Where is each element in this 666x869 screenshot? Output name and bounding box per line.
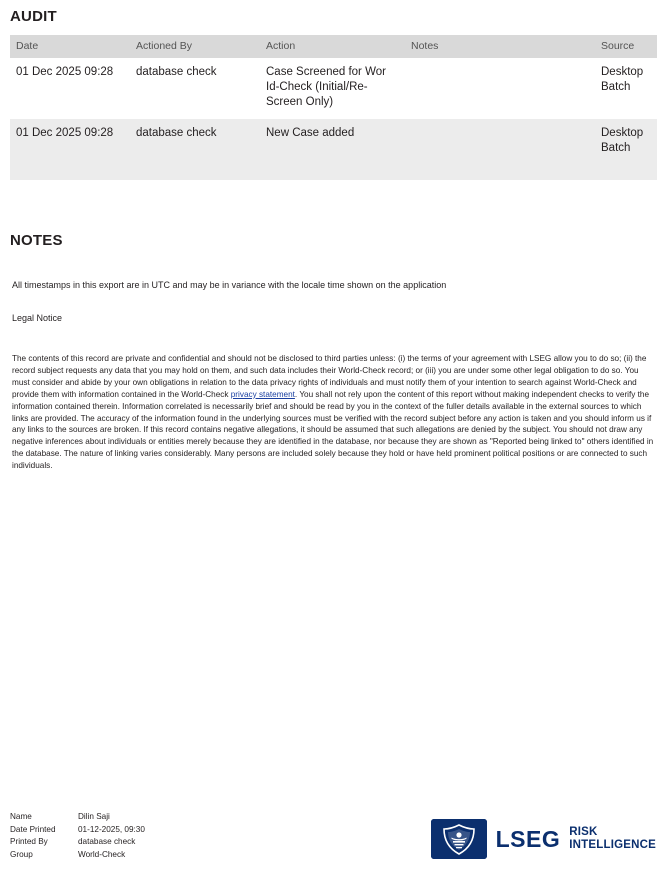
footer-label-printed-by: Printed By (10, 837, 48, 847)
footer-label-date-printed: Date Printed (10, 824, 56, 834)
footer-value-date-printed: 01-12-2025, 09:30 (78, 824, 145, 834)
footer-value-name: Dilin Saji (78, 812, 110, 822)
cell-actioned-by: database check (130, 119, 260, 164)
utc-note: All timestamps in this export are in UTC and may be in variance with the locale time shown on the application (12, 279, 447, 290)
column-header-actioned-by: Actioned By (130, 35, 260, 58)
audit-table-body (10, 58, 657, 180)
audit-section-title: AUDIT (10, 8, 57, 25)
cell-date: 01 Dec 2025 09:28 (10, 58, 130, 119)
cell-source: Desktop Batch (595, 119, 657, 164)
cell-notes (405, 119, 595, 164)
footer-label-name: Name (10, 812, 32, 822)
column-header-notes: Notes (405, 35, 595, 58)
lseg-tagline-line2: INTELLIGENCE (569, 838, 656, 851)
footer-label-group: Group (10, 849, 33, 859)
document-footer (10, 811, 656, 861)
lseg-tagline-line1: RISK (569, 825, 598, 838)
lseg-wordmark: LSEG (495, 825, 561, 852)
footer-value-group: World-Check (78, 849, 126, 859)
audit-table-header (10, 35, 657, 58)
audit-table (10, 35, 657, 180)
cell-action: New Case added (260, 119, 405, 164)
disclaimer-text (10, 333, 656, 472)
lseg-tagline (569, 826, 656, 853)
privacy-statement-link[interactable]: privacy statement (230, 389, 295, 399)
cell-action: Case Screened for Wor Id-Check (Initial/Re-Screen Only) (260, 58, 405, 119)
lseg-logo (431, 819, 656, 861)
cell-source: Desktop Batch (595, 58, 657, 119)
column-header-source: Source (595, 35, 657, 58)
notes-section-title: NOTES (10, 231, 63, 249)
cell-actioned-by: database check (130, 58, 260, 119)
footer-metadata (10, 811, 145, 861)
cell-date: 01 Dec 2025 09:28 (10, 119, 130, 164)
cell-notes (405, 58, 595, 119)
legal-notice-label: Legal Notice (12, 312, 63, 323)
spacer-cell (10, 164, 657, 180)
footer-field-date-printed (10, 824, 145, 836)
footer-field-group (10, 849, 145, 861)
crest-icon (431, 819, 487, 859)
footer-field-name (10, 811, 145, 823)
disclaimer-part-two: . You shall not rely upon the content of this report without making independent checks to verify the information contained therein. Information correlated is necessarily brief and should be read by you in the context of the fuller details available in the external sources to which links are provided. The accuracy of the information found in the underlying sources must be verified with the record subject before any action is taken and you should inform us if any links to the sources are broken. If this record contains negative allegations, it should be assumed that such allegations are denied by the subject. You should not draw any negative inferences about individuals or entities merely because they are identified in the database, nor because they are shown as "Reported being linked to" others identified in the database. The nature of linking varies considerably. Many persons are included solely because they hold or have held prominent political positions or are connected to such individuals. (12, 389, 654, 471)
table-row (10, 119, 657, 164)
column-header-action: Action (260, 35, 405, 58)
footer-value-printed-by: database check (78, 837, 136, 847)
notes-section (10, 224, 656, 472)
footer-field-printed-by (10, 836, 145, 848)
table-row (10, 58, 657, 119)
table-header-row (10, 35, 657, 58)
table-row-spacer (10, 164, 657, 180)
column-header-date: Date (10, 35, 130, 58)
disclaimer-part-one: The contents of this record are private and confidential and should not be disclosed to third parties unless: (i) the terms of your agreement with LSEG allow you to do so; (ii) the record subject requests any data that you may hold on them, and such data includes their World-Check record; or (iii) you are under some other legal obligation to do so. You must consider and abide by your own obligations in relation to the data privacy rights of individuals and must notify them of your intention to search against World-Check and provide them with information contained in the World-Check (12, 354, 647, 399)
